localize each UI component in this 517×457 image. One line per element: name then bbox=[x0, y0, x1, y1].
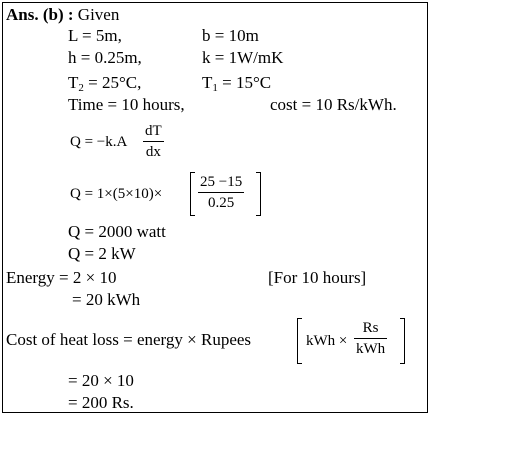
q-watt: Q = 2000 watt bbox=[68, 222, 166, 241]
cost-inner: kWh × bbox=[306, 333, 348, 349]
eq2-right-bracket bbox=[256, 172, 261, 216]
eq1-denominator: dx bbox=[143, 141, 164, 161]
energy-result: = 20 kWh bbox=[72, 290, 141, 309]
given-conductivity: k = 1W/mK bbox=[202, 48, 284, 67]
cost-left-bracket bbox=[297, 318, 302, 364]
cost-numerator: Rs bbox=[362, 320, 379, 336]
t1-value: = 15°C bbox=[217, 73, 272, 92]
given-length: L = 5m, bbox=[68, 26, 122, 45]
eq2-denominator: 0.25 bbox=[198, 192, 244, 212]
t2-value: = 25°C, bbox=[83, 73, 142, 92]
cost-right-bracket bbox=[400, 318, 405, 364]
answer-label: Ans. (b) : bbox=[6, 5, 74, 24]
given-t1 bbox=[202, 73, 271, 93]
cost-equation-lhs: Cost of heat loss = energy × Rupees bbox=[6, 330, 252, 349]
given-thickness: h = 0.25m, bbox=[68, 48, 142, 67]
cost-step: = 20 × 10 bbox=[68, 371, 134, 390]
answer-heading bbox=[6, 5, 119, 25]
eq1-fraction bbox=[143, 122, 164, 161]
given-label: Given bbox=[77, 5, 120, 24]
t1-subscript: 1 bbox=[212, 82, 218, 94]
eq1-numerator: dT bbox=[145, 123, 162, 139]
t1-symbol: T bbox=[202, 73, 213, 92]
given-breadth: b = 10m bbox=[202, 26, 259, 45]
eq2-fraction bbox=[198, 173, 244, 212]
eq2-left-bracket bbox=[190, 172, 195, 216]
t2-subscript: 2 bbox=[78, 82, 84, 94]
cost-denominator: kWh bbox=[354, 338, 387, 358]
given-t2 bbox=[68, 73, 141, 93]
given-time: Time = 10 hours, bbox=[68, 95, 185, 114]
given-cost: cost = 10 Rs/kWh. bbox=[270, 95, 397, 114]
cost-result: = 200 Rs. bbox=[68, 393, 134, 412]
eq1-lhs: Q = −k.A bbox=[70, 134, 128, 150]
cost-fraction bbox=[354, 319, 387, 358]
eq2-lhs: Q = 1×(5×10)× bbox=[70, 186, 163, 202]
energy-equation: Energy = 2 × 10 bbox=[6, 268, 117, 287]
t2-symbol: T bbox=[68, 73, 79, 92]
energy-note: [For 10 hours] bbox=[268, 268, 367, 287]
q-kw: Q = 2 kW bbox=[68, 244, 136, 263]
eq2-numerator: 25 −15 bbox=[200, 174, 243, 190]
